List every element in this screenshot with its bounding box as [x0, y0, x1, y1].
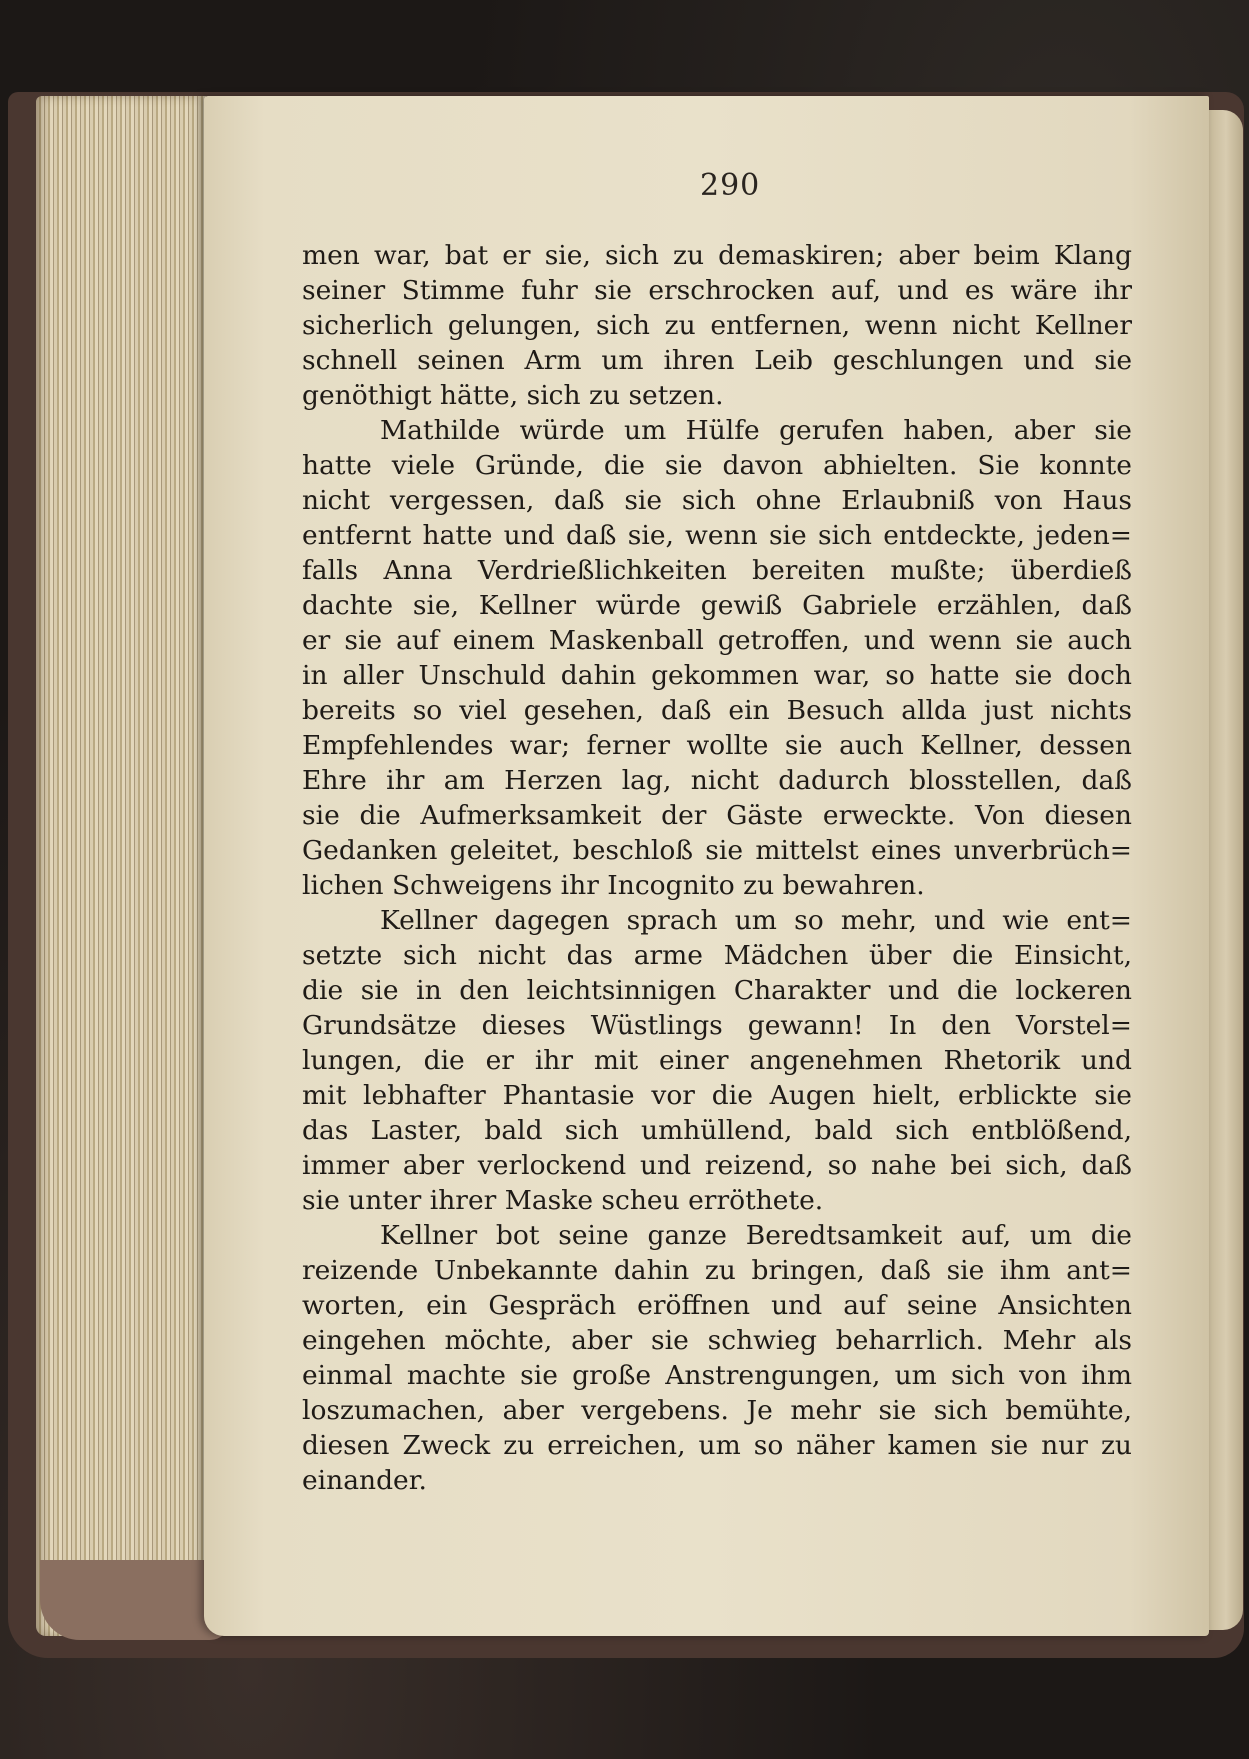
- text-line: sie die Aufmerksamkeit der Gäste erweckte. Von diesen: [302, 800, 1132, 831]
- text-line: worten, ein Gespräch eröffnen und auf seine Ansichten: [302, 1290, 1132, 1321]
- text-line: schnell seinen Arm um ihren Leib geschlungen und sie: [302, 345, 1132, 376]
- text-line: diesen Zweck zu erreichen, um so näher kamen sie nur zu: [302, 1430, 1132, 1461]
- paragraph-1: [302, 238, 1132, 413]
- text-line: Ehre ihr am Herzen lag, nicht dadurch blosstellen, daß: [302, 765, 1132, 796]
- adjacent-page-edge: [1209, 110, 1243, 1630]
- text-line: Empfehlendes war; ferner wollte sie auch Kellner, dessen: [302, 730, 1132, 761]
- text-line: Gedanken geleitet, beschloß sie mittelst eines unverbrüch=: [302, 835, 1132, 866]
- text-line: lichen Schweigens ihr Incognito zu bewahren.: [302, 870, 925, 901]
- text-line: dachte sie, Kellner würde gewiß Gabriele erzählen, daß: [302, 590, 1132, 621]
- page-edges: [36, 96, 206, 1636]
- text-line: Grundsätze dieses Wüstlings gewann! In den Vorstel=: [302, 1010, 1132, 1041]
- page-number: 290: [700, 168, 761, 203]
- text-line: lungen, die er ihr mit einer angenehmen Rhetorik und: [302, 1045, 1132, 1076]
- text-line: sie unter ihrer Maske scheu erröthete.: [302, 1185, 824, 1216]
- text-line: sicherlich gelungen, sich zu entfernen, wenn nicht Kellner: [302, 310, 1132, 341]
- text-line: einander.: [302, 1465, 427, 1496]
- text-line: das Laster, bald sich umhüllend, bald sich entblößend,: [302, 1115, 1132, 1146]
- text-line: nicht vergessen, daß sie sich ohne Erlaubniß von Haus: [302, 485, 1132, 516]
- text-line: seiner Stimme fuhr sie erschrocken auf, und es wäre ihr: [302, 275, 1132, 306]
- text-line: reizende Unbekannte dahin zu bringen, daß sie ihm ant=: [302, 1255, 1132, 1286]
- text-line: falls Anna Verdrießlichkeiten bereiten mußte; überdieß: [302, 555, 1132, 586]
- text-line: eingehen möchte, aber sie schwieg beharrlich. Mehr als: [302, 1325, 1132, 1356]
- paragraph-3: [302, 903, 1132, 1218]
- paragraph-4: [302, 1218, 1132, 1498]
- text-line: einmal machte sie große Anstrengungen, um sich von ihm: [302, 1360, 1132, 1391]
- text-line: men war, bat er sie, sich zu demaskiren; aber beim Klang: [302, 240, 1132, 271]
- text-line: in aller Unschuld dahin gekommen war, so hatte sie doch: [302, 660, 1132, 691]
- text-line: hatte viele Gründe, die sie davon abhielten. Sie konnte: [302, 450, 1132, 481]
- text-line: bereits so viel gesehen, daß ein Besuch allda just nichts: [302, 695, 1132, 726]
- text-line: entfernt hatte und daß sie, wenn sie sich entdeckte, jeden=: [302, 520, 1132, 551]
- text-line: er sie auf einem Maskenball getroffen, und wenn sie auch: [302, 625, 1132, 656]
- cover-corner: [40, 1560, 230, 1640]
- paragraph-2: [302, 413, 1132, 903]
- text-line: Kellner dagegen sprach um so mehr, und wie ent=: [380, 905, 1132, 936]
- text-line: Kellner bot seine ganze Beredtsamkeit auf, um die: [380, 1220, 1132, 1251]
- text-line: immer aber verlockend und reizend, so nahe bei sich, daß: [302, 1150, 1132, 1181]
- text-line: loszumachen, aber vergebens. Je mehr sie sich bemühte,: [302, 1395, 1132, 1426]
- text-line: die sie in den leichtsinnigen Charakter und die lockeren: [302, 975, 1132, 1006]
- text-line: genöthigt hätte, sich zu setzen.: [302, 380, 724, 411]
- text-line: Mathilde würde um Hülfe gerufen haben, aber sie: [380, 415, 1132, 446]
- page-body-text: [302, 238, 1132, 1498]
- text-line: mit lebhafter Phantasie vor die Augen hielt, erblickte sie: [302, 1080, 1132, 1111]
- text-line: setzte sich nicht das arme Mädchen über die Einsicht,: [302, 940, 1132, 971]
